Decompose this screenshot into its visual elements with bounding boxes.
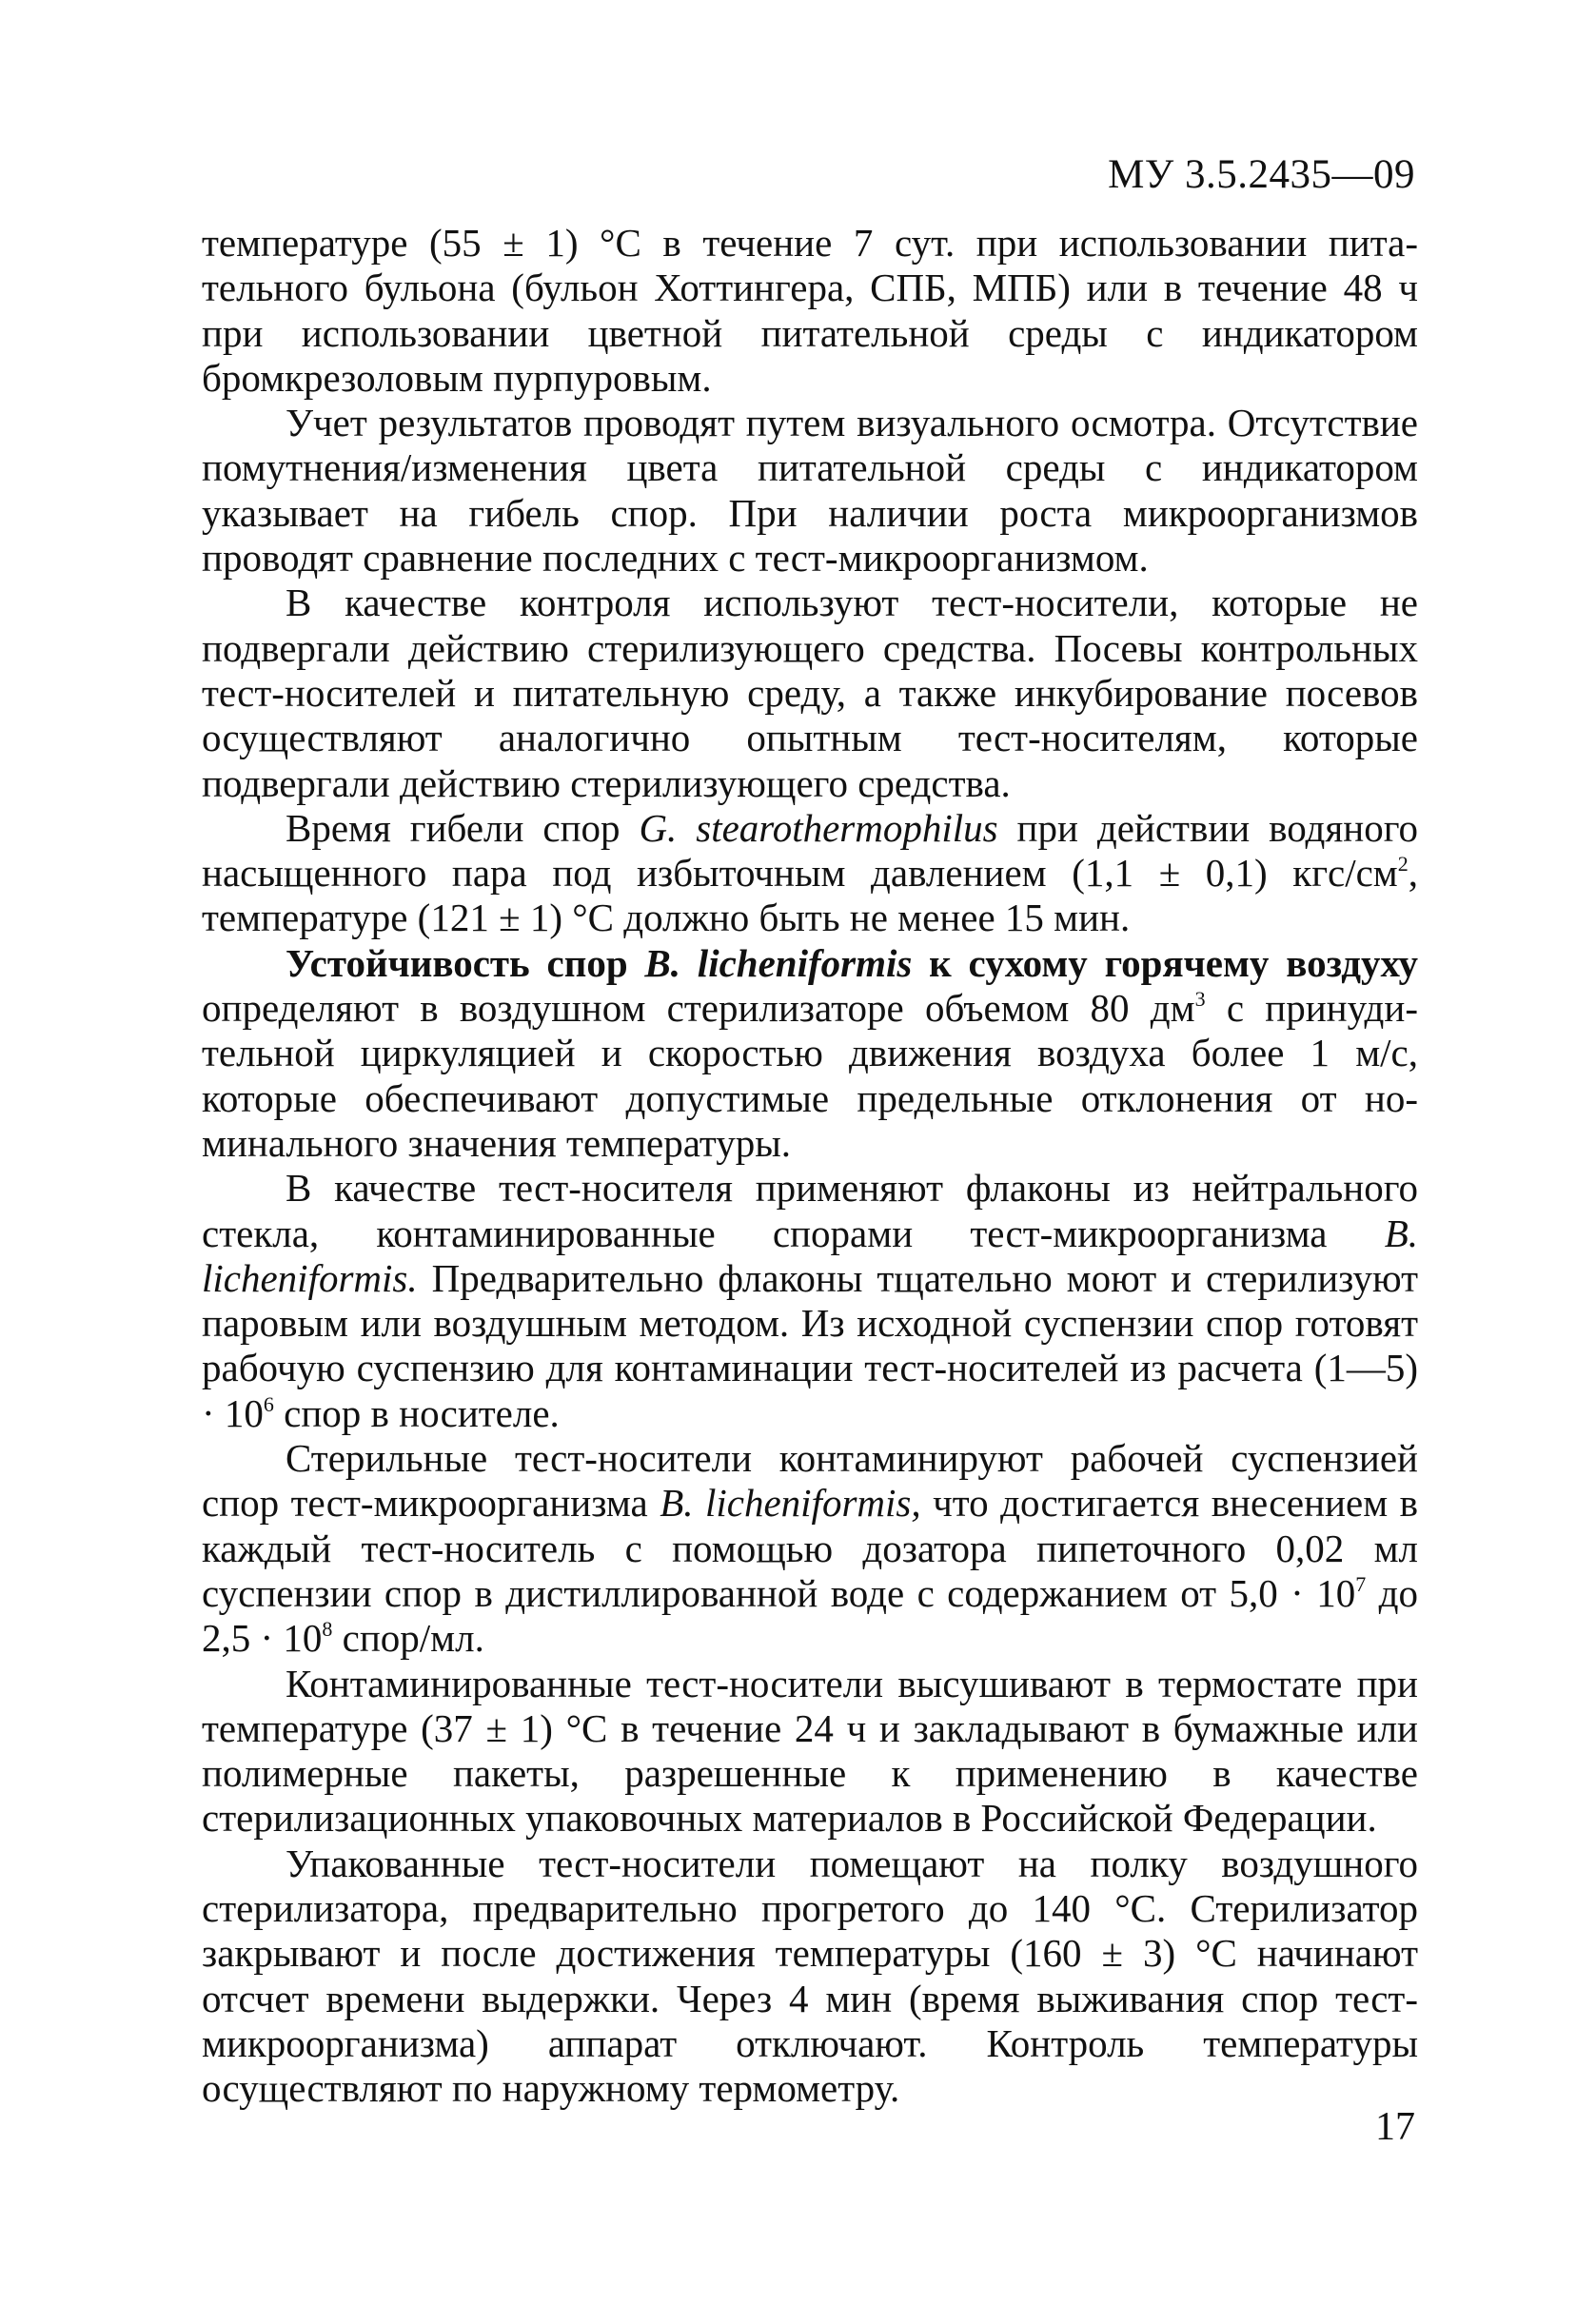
paragraph-9: Упакованные тест-носители помещают на полку воздушного стерилизатора, предварительно прогретого до 140 °С. Стерилизатор закрывают и после достижения температуры (160 ± 3) °С начинают отсчет времени выдержки. Через 4 мин (время выживания спор тест-микроорганизма) аппарат отключают. Контроль температуры осуществляют по наружному термометру. bbox=[202, 1841, 1418, 2111]
section-lead-bold: к сухому горячему воздуху bbox=[912, 940, 1418, 985]
text-run: спор/мл. bbox=[332, 1616, 484, 1661]
paragraph-6 bbox=[202, 1166, 1418, 1436]
superscript: 3 bbox=[1194, 987, 1206, 1012]
body-text bbox=[202, 221, 1418, 2111]
species-name-bold: B. licheniformis bbox=[644, 940, 913, 985]
text-run: спор в носителе. bbox=[273, 1390, 560, 1435]
superscript: 2 bbox=[1397, 852, 1409, 877]
superscript: 8 bbox=[322, 1617, 333, 1642]
text-run: при действии водяного насыщенного пара под избыточным давлением (1,1 ± 0,1) кгс/см bbox=[202, 805, 1419, 896]
paragraph-2: Учет результатов проводят путем визуального осмотра. Отсутствие помутнения/изменения цвета питательной среды с индикатором указывает на гибель спор. При наличии роста микроорганизмов проводят сравнение последних с тест-микроорганизмом. bbox=[202, 401, 1418, 581]
paragraph-4 bbox=[202, 806, 1418, 941]
text-run: В качестве тест-носителя применяют флаконы из нейтрального стекла, контаминированные спорами тест-микроорганизма bbox=[202, 1166, 1418, 1255]
paragraph-5 bbox=[202, 941, 1418, 1166]
superscript: 7 bbox=[1355, 1571, 1367, 1596]
text-run: Время гибели спор bbox=[286, 805, 640, 850]
text-run: Предварительно флаконы тщательно моют и стерилизуют паровым или воздушным методом. Из исходной суспензии спор готовят рабочую суспензию для контаминации тест-носителей из расчета (1—5) · 10 bbox=[202, 1255, 1418, 1435]
species-name: B. licheniformis. bbox=[202, 1211, 1418, 1300]
text-run: определяют в воздушном стерилизаторе объемом 80 дм bbox=[202, 986, 1195, 1031]
paragraph-8: Контаминированные тест-носители высушивают в термостате при температуре (37 ± 1) °С в течение 24 ч и закладывают в бумажные или полимерные пакеты, разрешенные к применению в качестве стерилизационных упаковочных материалов в Российской Федерации. bbox=[202, 1661, 1418, 1841]
text-run: до 2,5 · 10 bbox=[202, 1570, 1418, 1661]
species-name: B. licheniformis, bbox=[660, 1481, 921, 1526]
species-name: G. stearothermophilus bbox=[639, 805, 998, 850]
paragraph-3: В качестве контроля используют тест-носители, которые не подвергали действию стерилизующего средства. Посевы контрольных тест-носителей и питательную среду, а также инкубирование посевов осуществляют аналогично опытным тест-носителям, которые подвергали действию стерилизующего средства. bbox=[202, 581, 1418, 805]
paragraph-1: температуре (55 ± 1) °С в течение 7 сут. при использовании питательного бульона (бульон Хоттингера, СПБ, МПБ) или в течение 48 ч при использовании цветной питательной среды с индикатором бромкрезоловым пурпуровым. bbox=[202, 221, 1418, 400]
document-code-header: МУ 3.5.2435—09 bbox=[1108, 152, 1415, 197]
text-run: , температуре (121 ± 1) °С должно быть не менее 15 мин. bbox=[202, 851, 1418, 940]
superscript: 6 bbox=[263, 1391, 274, 1416]
paragraph-7 bbox=[202, 1436, 1418, 1661]
text-run: что достигается внесением в каждый тест-носитель с помощью дозатора пипеточного 0,02 мл суспензии спор в дистиллированной воде с содержанием от 5,0 · 10 bbox=[202, 1481, 1418, 1615]
section-lead-bold: Устойчивость спор bbox=[286, 940, 645, 985]
page-number: 17 bbox=[1375, 2105, 1415, 2149]
text-run: с принудительной циркуляцией и скоростью движения воздуха более 1 м/с, которые обеспечивают допустимые предельные отклонения от номинального значения температуры. bbox=[202, 986, 1418, 1165]
text-run: Стерильные тест-носители контаминируют рабочей суспензией спор тест-микроорганизма bbox=[202, 1436, 1418, 1526]
